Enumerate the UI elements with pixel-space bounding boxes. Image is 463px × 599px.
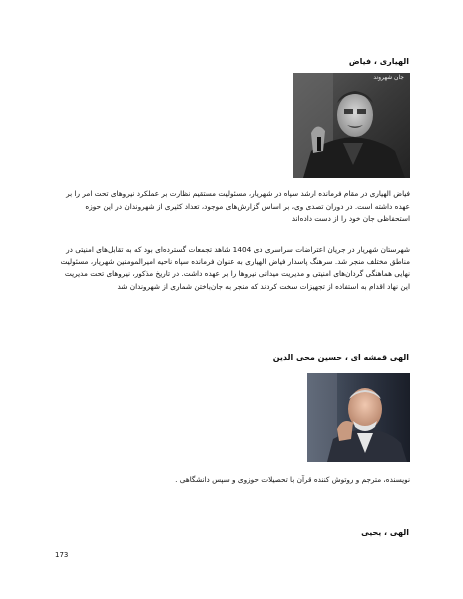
entry-body (55, 188, 410, 226)
entry-body (55, 244, 410, 293)
portrait-photo (293, 73, 410, 178)
photo-caption: جان شهروند (373, 74, 404, 81)
paragraph: شهرستان شهریار در جریان اعتراضات سراسری دی 1404 شاهد تجمعات گسترده‌ای بود که به تقابل‌های امنیتی در مناطق مختلف منجر شد. سرهنگ پاسدار فیاض الهیاری به عنوان فرمانده سپاه ناحیه امیرالمومنین شهریار، مسئولیت نهایی هماهنگی گردان‌های امنیتی و مدیریت میدانی نیروها را بر عهده داشت. در تاریخ مذکور، نیروهای تحت مدیریت این نهاد اقدام به استفاده از تجهیزات سخت کردند که منجر به جان‌باختن شماری از شهروندان شد (60, 245, 410, 291)
paragraph: فیاض الهیاری در مقام فرمانده ارشد سپاه در شهریار، مسئولیت مستقیم نظارت بر عملکرد نیروهای تحت امر را بر عهده داشته است. در دوران تصدی وی، بر اساس گزارش‌های موجود، تعداد کثیری از شهروندان در این حوزه استحفاظی جان خود را از دست داده‌اند (66, 189, 410, 223)
portrait-photo (307, 373, 410, 462)
entry-title: الهی ، یحیی (361, 528, 409, 537)
entry-title: الهی قمشه ای ، حسین محی الدین (272, 353, 409, 362)
page-number: 173 (55, 551, 69, 559)
paragraph: نویسنده، مترجم و روتوش کننده قرآن با تحصیلات حوزوی و سپس دانشگاهی . (175, 475, 410, 484)
entry-body (55, 474, 410, 487)
entry-title: الهیاری ، فیاض (348, 57, 409, 66)
